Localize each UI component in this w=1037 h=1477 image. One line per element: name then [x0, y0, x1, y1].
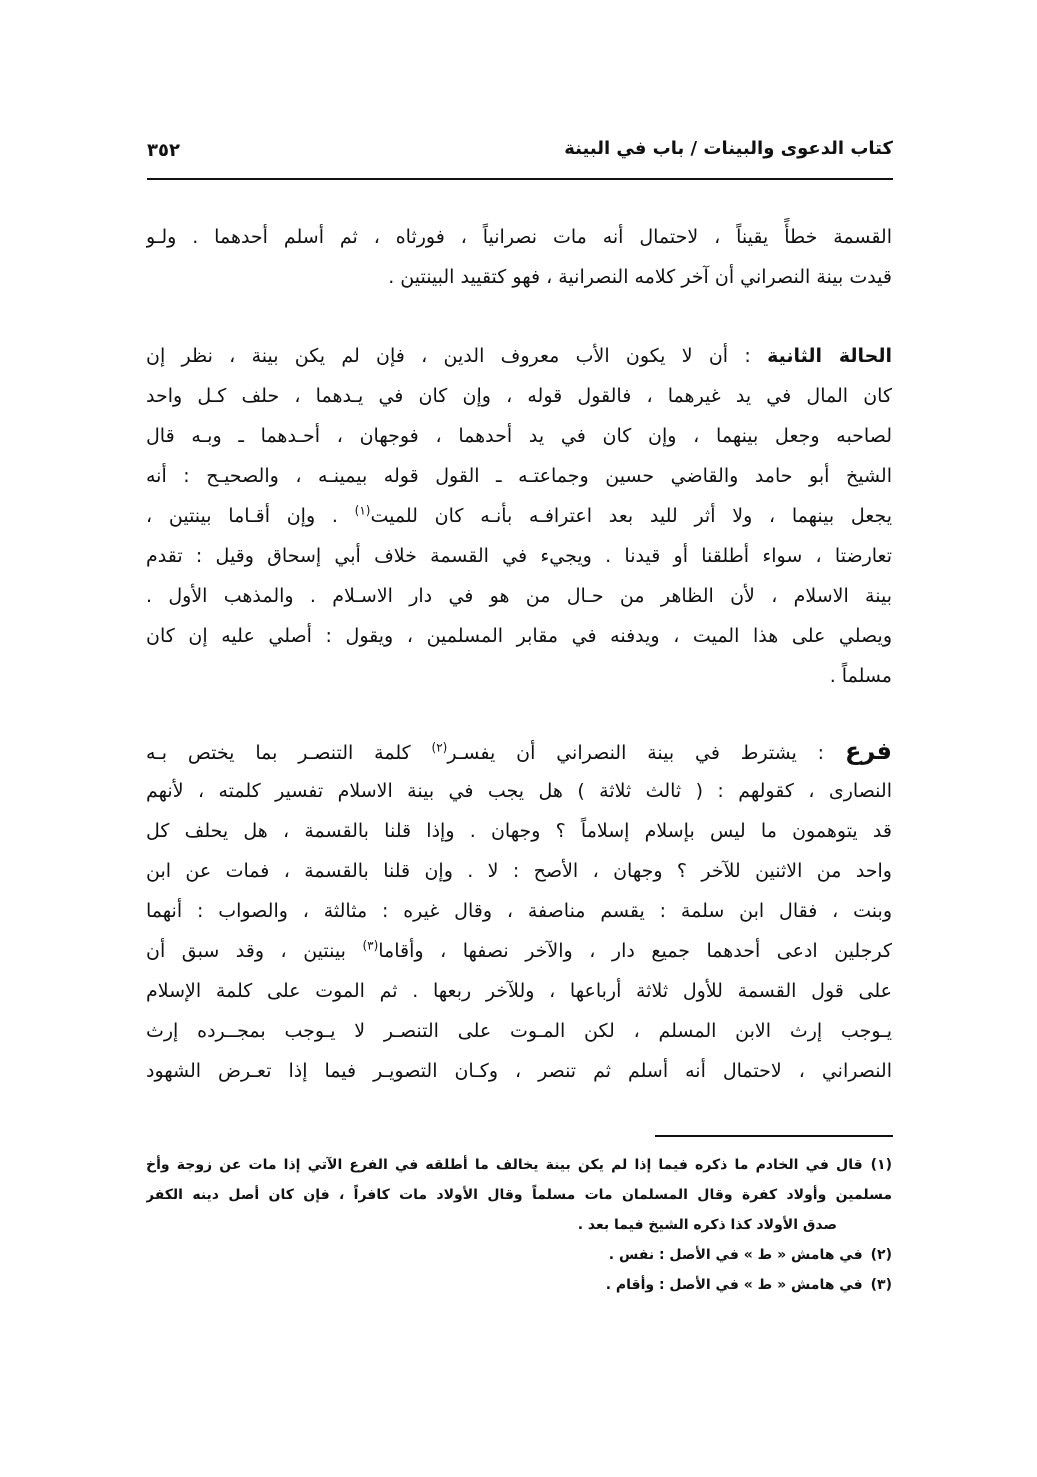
text-line: [146, 656, 892, 696]
footnote-line: [146, 1210, 892, 1240]
footnote-rule: [655, 1135, 893, 1137]
text-line: [146, 1051, 892, 1091]
text-line: [146, 891, 892, 931]
text-line: [146, 376, 892, 416]
text-line: [146, 811, 892, 851]
text-line: [146, 416, 892, 456]
footnote-line: [146, 1180, 892, 1210]
text-span: : يشترط في بينة النصراني أن يفسـر: [447, 742, 845, 764]
text-span: يـوجب إرث الابن المسلم ، لكن المـوت على التنصـر لا يـوجب بمجــرده إرث: [146, 1020, 892, 1042]
footnotes: [146, 1150, 892, 1300]
text-span: النصراني ، لاحتمال أنه أسلم ثم تنصر ، وكـان التصويـر فيما إذا تعـرض الشهود: [146, 1060, 892, 1082]
paragraph: [146, 217, 892, 297]
text-span: : أن لا يكون الأب معروف الدين ، فإن لم يكن بينة ، نظر إن: [146, 345, 768, 367]
text-span: كان المال في يد غيرهما ، فالقول قوله ، وإن كان في يـدهما ، حلف كـل واحد: [146, 385, 892, 407]
text-line: [146, 1011, 892, 1051]
text-span: يجعل بينهما ، ولا أثر لليد بعد اعترافـه بأنـه كان للميت: [370, 505, 892, 527]
text-span: الشيخ أبو حامد والقاضي حسين وجماعتـه ـ القول قوله بيمينـه ، والصحيـح : أنه: [146, 465, 892, 487]
text-span: قد يتوهمون ما ليس بإسلام إسلاماً ؟ وجهان . وإذا قلنا بالقسمة ، هل يحلف كل: [146, 820, 892, 842]
text-span: مسلماً .: [829, 665, 892, 687]
footnote-ref: (٢): [431, 740, 448, 755]
footnote-number: (١): [870, 1157, 892, 1173]
footnote-ref: (١): [354, 503, 371, 518]
text-span: واحد من الاثنين للآخر ؟ وجهان ، الأصح : لا . وإن قلنا بالقسمة ، فمات عن ابن: [146, 860, 892, 882]
text-line: [146, 456, 892, 496]
header-rule: [147, 178, 893, 180]
text-span: بينة الاسلام ، لأن الظاهر من حـال من هو في دار الاسـلام . والمذهب الأول .: [146, 585, 892, 607]
text-line: [146, 217, 892, 257]
text-line: [146, 616, 892, 656]
text-line: [146, 931, 892, 971]
text-span: كرجلين ادعى أحدهما جميع دار ، والآخر نصفها ، وأقاما: [378, 940, 892, 962]
text-span: بينتين ، وقد سبق أن: [146, 940, 363, 962]
text-span: قيدت بينة النصراني أن آخر كلامه النصرانية ، فهو كتقييد البينتين .: [388, 266, 892, 288]
text-span: على قول القسمة للأول ثلاثة أرباعها ، وللآخر ربعها . ثم الموت على كلمة الإسلام: [146, 980, 892, 1002]
footnote-number: (٣): [870, 1277, 892, 1293]
text-span: ويصلي على هذا الميت ، ويدفنه في مقابر المسلمين ، ويقول : أصلي عليه إن كان: [146, 625, 892, 647]
footnote-text: في هامش « ط » في الأصل : وأقام .: [605, 1277, 863, 1293]
section-heading: الحالة الثانية: [767, 345, 892, 367]
footnote-text: مسلمين وأولاد كفرة وقال المسلمان مات مسلماً وقال الأولاد مات كافراً ، فإن كان أصل دينه الكفر: [146, 1187, 892, 1203]
text-span: النصارى ، كقولهم : ( ثالث ثلاثة ) هل يجب في بينة الاسلام تفسير كلمته ، لأنهم: [146, 780, 892, 802]
text-span: كلمة التنصـر بما يختص بـه: [146, 742, 432, 764]
footnote-text: صدق الأولاد كذا ذكره الشيخ فيما بعد .: [577, 1217, 837, 1233]
running-header: [147, 134, 893, 170]
footnote-line: [146, 1150, 892, 1180]
text-line: [146, 536, 892, 576]
page-number: ٣٥٢: [147, 140, 180, 161]
text-line: [146, 496, 892, 536]
footnote-line: [146, 1240, 892, 1270]
text-span: لصاحبه وجعل بينهما ، وإن كان في يد أحدهما ، فوجهان ، أحـدهما ـ وبـه قال: [146, 425, 892, 447]
text-line: [146, 336, 892, 376]
text-line: [146, 257, 892, 297]
text-span: تعارضتا ، سواء أطلقنا أو قيدنا . ويجيء في القسمة خلاف أبي إسحاق وقيل : تقدم: [146, 545, 892, 567]
chapter-title: كتاب الدعوى والبينات / باب في البينة: [564, 138, 893, 159]
text-line: [146, 971, 892, 1011]
footnote-text: في هامش « ط » في الأصل : نفس .: [608, 1247, 863, 1263]
text-line: [146, 576, 892, 616]
text-span: . وإن أقـاما بينتين ،: [146, 505, 355, 527]
text-span: القسمة خطأً يقيناً ، لاحتمال أنه مات نصرانياً ، فورثاه ، ثم أسلم أحدهما . ولـو: [146, 226, 892, 248]
footnote-line: [146, 1270, 892, 1300]
section-heading: فرع: [844, 737, 892, 765]
text-span: وبنت ، فقال ابن سلمة : يقسم مناصفة ، وقال غيره : مثالثة ، والصواب : أنهما: [146, 900, 892, 922]
footnote-number: (٢): [870, 1247, 892, 1263]
text-line: [146, 851, 892, 891]
text-line: [146, 771, 892, 811]
paragraph: [146, 731, 892, 1091]
footnote-text: قال في الخادم ما ذكره فيما إذا لم يكن بينة يخالف ما أطلقه في الفرع الآتي إذا مات عن زوجة وأخ: [146, 1157, 863, 1173]
paragraph: [146, 336, 892, 696]
text-line: [146, 731, 892, 771]
footnote-ref: (٣): [362, 938, 379, 953]
